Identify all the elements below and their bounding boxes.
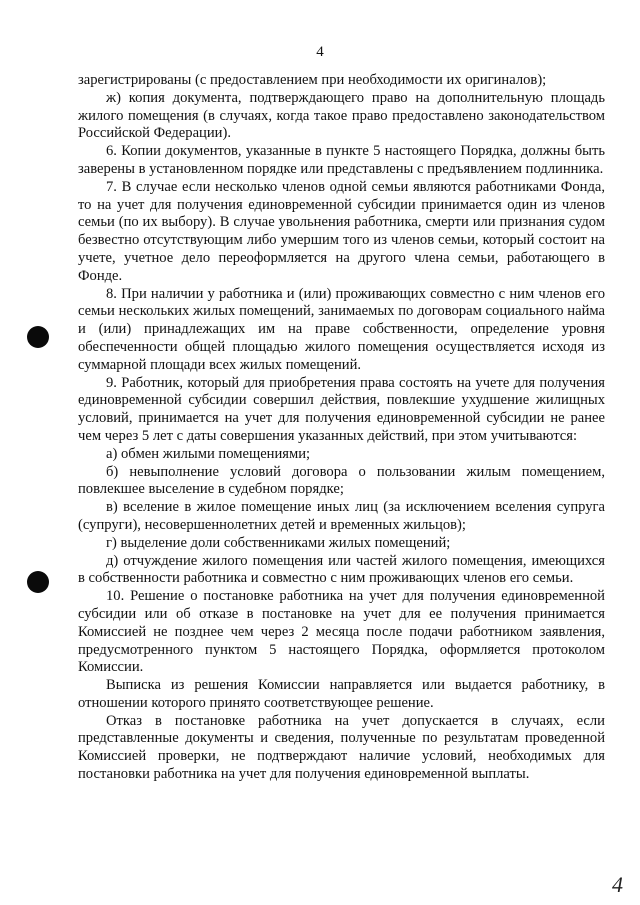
paragraph-6: 6. Копии документов, указанные в пункте 5 настоящего Порядка, должны быть заверены в установленном порядке или представлены с предъявлением подлинника. <box>78 143 605 177</box>
paragraph-9-item-v: в) вселение в жилое помещение иных лиц (за исключением вселения супруга (супруги), несовершеннолетних детей и временных жильцов); <box>78 499 605 533</box>
paragraph-refusal: Отказ в постановке работника на учет допускается в случаях, если представленные документы и сведения, полученные по результатам проведенной Комиссией проверки, не подтверждают наличие условий, необходимых для постановки работника на учет для получения единовременной выплаты. <box>78 712 605 783</box>
punch-hole-mark <box>27 571 49 593</box>
paragraph-item-zh: ж) копия документа, подтверждающего право на дополнительную площадь жилого помещения (в случаях, когда такое право предоставлено законодательством Российской Федерации). <box>78 89 605 142</box>
paragraph-7: 7. В случае если несколько членов одной семьи являются работниками Фонда, то на учет для получения единовременной субсидии принимается один из членов семьи (по их выбору). В случае увольнения работника, смерти или признания судом безвестно отсутствующим либо умершим того из членов семьи, который состоит на учете, учетное дело переоформляется на другого члена семьи, работающего в Фонде. <box>78 178 605 284</box>
paragraph-8: 8. При наличии у работника и (или) проживающих совместно с ним членов его семьи нескольких жилых помещений, занимаемых по договорам социального найма и (или) принадлежащих им на праве собственности, определение уровня обеспеченности общей площадью жилого помещения осуществляется исходя из суммарной площади всех жилых помещений. <box>78 285 605 373</box>
punch-hole-mark <box>27 326 49 348</box>
paragraph-9-item-b: б) невыполнение условий договора о пользовании жилым помещением, повлекшее выселение в судебном порядке; <box>78 463 605 498</box>
paragraph-9-item-a: а) обмен жилыми помещениями; <box>106 445 311 462</box>
paragraph-9-item-g: г) выделение доли собственниками жилых помещений; <box>106 534 451 551</box>
paragraph-9-item-d: д) отчуждение жилого помещения или частей жилого помещения, имеющихся в собственности работника и совместно с ним проживающих членов его семьи. <box>78 552 605 587</box>
paragraph-continuation: зарегистрированы (с предоставлением при необходимости их оригиналов); <box>78 72 547 88</box>
page-number: 4 <box>316 44 324 60</box>
paragraph-extract: Выписка из решения Комиссии направляется или выдается работнику, в отношении которого принято соответствующее решение. <box>78 677 605 711</box>
paragraph-9: 9. Работник, который для приобретения права состоять на учете для получения единовременной субсидии совершил действия, повлекшие ухудшение жилищных условий, принимается на учет для получения единовременной субсидии не ранее чем через 5 лет с даты совершения указанных действий, при этом учитываются: <box>78 374 605 444</box>
document-body <box>78 72 605 784</box>
handwritten-page-mark: 4 <box>612 872 623 897</box>
paragraph-10: 10. Решение о постановке работника на учет для получения единовременной субсидии или об отказе в постановке на учет для ее получения принимается Комиссией не позднее чем через 2 месяца после подачи работником заявления, предусмотренного пунктом 5 настоящего Порядка, оформляется протоколом Комиссии. <box>78 588 605 676</box>
